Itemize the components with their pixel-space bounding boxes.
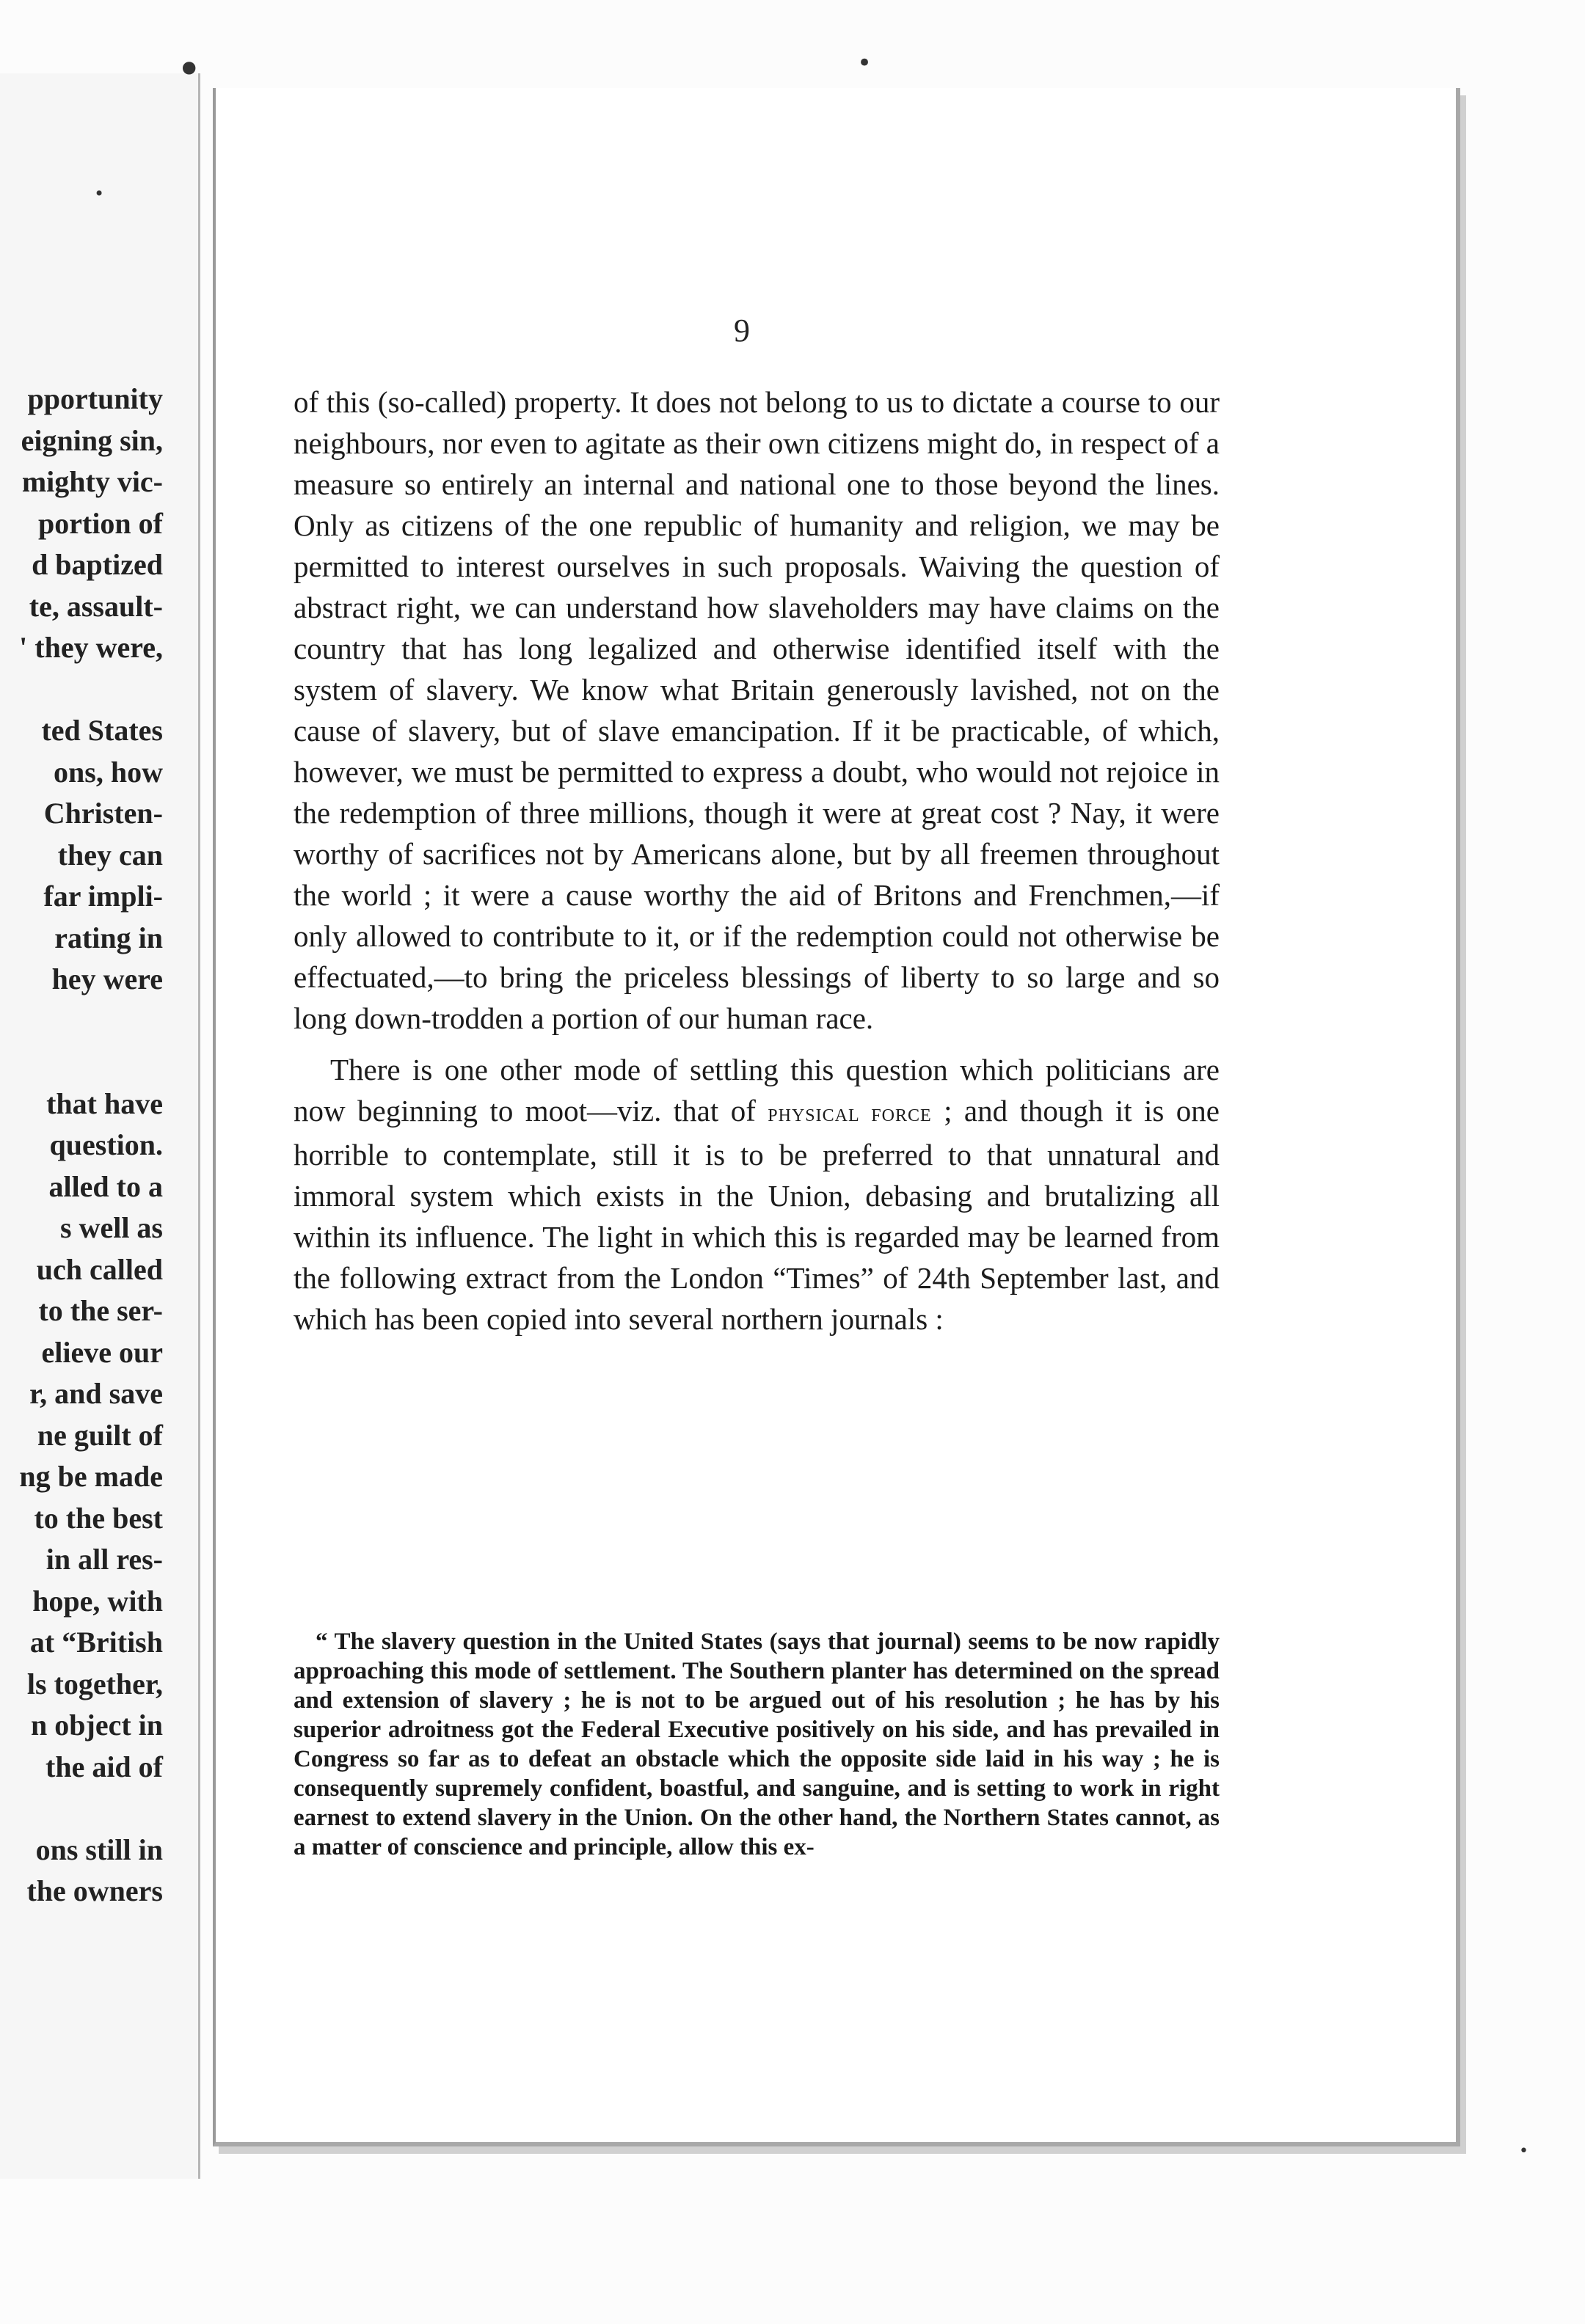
left-page-line: ons still in — [35, 1832, 163, 1866]
left-page-line: d baptized — [32, 548, 163, 581]
left-page-line: in all res- — [45, 1543, 163, 1576]
left-page-line: ted States — [41, 714, 163, 747]
left-page-line: ons, how — [54, 755, 163, 789]
left-page-line: the owners — [26, 1874, 163, 1907]
left-page-line: they can — [57, 838, 163, 872]
left-page-line: ls together, — [26, 1667, 163, 1700]
paragraph — [294, 1049, 1220, 1340]
emphasis-smallcaps: physical force — [768, 1100, 932, 1127]
block-quote: “ The slavery question in the United States (says that journal) seems to be now rapidly approaching this mode of settlement. The Southern planter has determined on the spread and extension of slavery ; he is not to be argued out of his resolution ; he has by his superior adroitness got the Federal Executive positively on his side, and has prevailed in Congress so far as to defeat an obstacle which the opposite side laid in his way ; he is consequently supremely confident, boastful, and sanguine, and is setting to work in right earnest to extend slavery in the Union. On the other hand, the Northern States cannot, as a matter of conscience and principle, allow this ex- — [294, 1629, 1220, 1860]
left-page-line: eigning sin, — [21, 423, 163, 457]
paragraph-text: There is one other mode of settling this question which politicians are now beginning to moot—viz. that of — [294, 1053, 1220, 1128]
page-number: 9 — [734, 313, 750, 348]
left-page-line: at “British — [29, 1626, 163, 1659]
left-page-line: far impli- — [43, 880, 163, 913]
left-page-line: ne guilt of — [37, 1418, 163, 1452]
left-page-line: to the ser- — [38, 1294, 163, 1327]
left-page-line: to the best — [34, 1501, 163, 1535]
left-page-line: n object in — [31, 1709, 163, 1742]
left-page-line: question. — [49, 1128, 163, 1161]
left-page-line: ' they were, — [19, 631, 163, 664]
dust-speck: • — [94, 183, 105, 204]
dust-speck: • — [1519, 2142, 1528, 2160]
left-page-line: rating in — [54, 921, 163, 954]
left-page-line: portion of — [38, 506, 163, 540]
left-page-line: the aid of — [45, 1750, 163, 1783]
binding-mark: • — [176, 44, 203, 95]
left-page-line: uch called — [36, 1252, 163, 1286]
left-page-line: that have — [46, 1086, 163, 1120]
left-page-fragment — [0, 73, 200, 2179]
dust-speck: • — [857, 48, 872, 78]
left-page-line: te, assault- — [29, 589, 163, 623]
left-page-line: elieve our — [41, 1335, 163, 1369]
left-page-line: s well as — [60, 1211, 163, 1244]
left-page-line: mighty vic- — [21, 465, 163, 498]
paragraph-text: ; and though it is one horrible to contemplate, still it is to be preferred to that unnatural and immoral system which exists in the Union, debasing and brutalizing all within its influence. The light in which this is regarded may be learned from the following extract from the London “Times” of 24th September last, and which has been copied into several northern journals : — [294, 1094, 1220, 1336]
left-page-line: r, and save — [29, 1377, 163, 1410]
left-page-line: hey were — [51, 962, 163, 995]
left-page-line: pportunity — [27, 382, 163, 415]
left-page-line: Christen- — [43, 797, 163, 830]
left-page-line: alled to a — [48, 1169, 163, 1203]
main-text — [294, 381, 1220, 1350]
paragraph: of this (so-called) property. It does not belong to us to dictate a course to our neighbours, nor even to agitate as their own citizens might do, in respect of a measure so entirely an internal and national one to those beyond the lines. Only as citizens of the one republic of humanity and religion, we may be permitted to interest ourselves in such proposals. Waiving the question of abstract right, we can understand how slaveholders may have claims on the country that has long legalized and otherwise identified itself with the system of slavery. We know what Britain generously lavished, not on the cause of slavery, but of slave emancipation. If it be practicable, of which, however, we must be permitted to express a doubt, who would not rejoice in the redemption of three millions, though it were at great cost ? Nay, it were worthy of sacrifices not by Americans alone, but by all freemen throughout the world ; it were a cause worthy the aid of Britons and Frenchmen,—if only allowed to contribute to it, or if the redemption could not otherwise be effectuated,—to bring the priceless blessings of liberty to so large and so long down-trodden a portion of our human race. — [294, 385, 1220, 1035]
left-page-line: ng be made — [19, 1460, 163, 1493]
left-page-line: hope, with — [32, 1584, 163, 1618]
